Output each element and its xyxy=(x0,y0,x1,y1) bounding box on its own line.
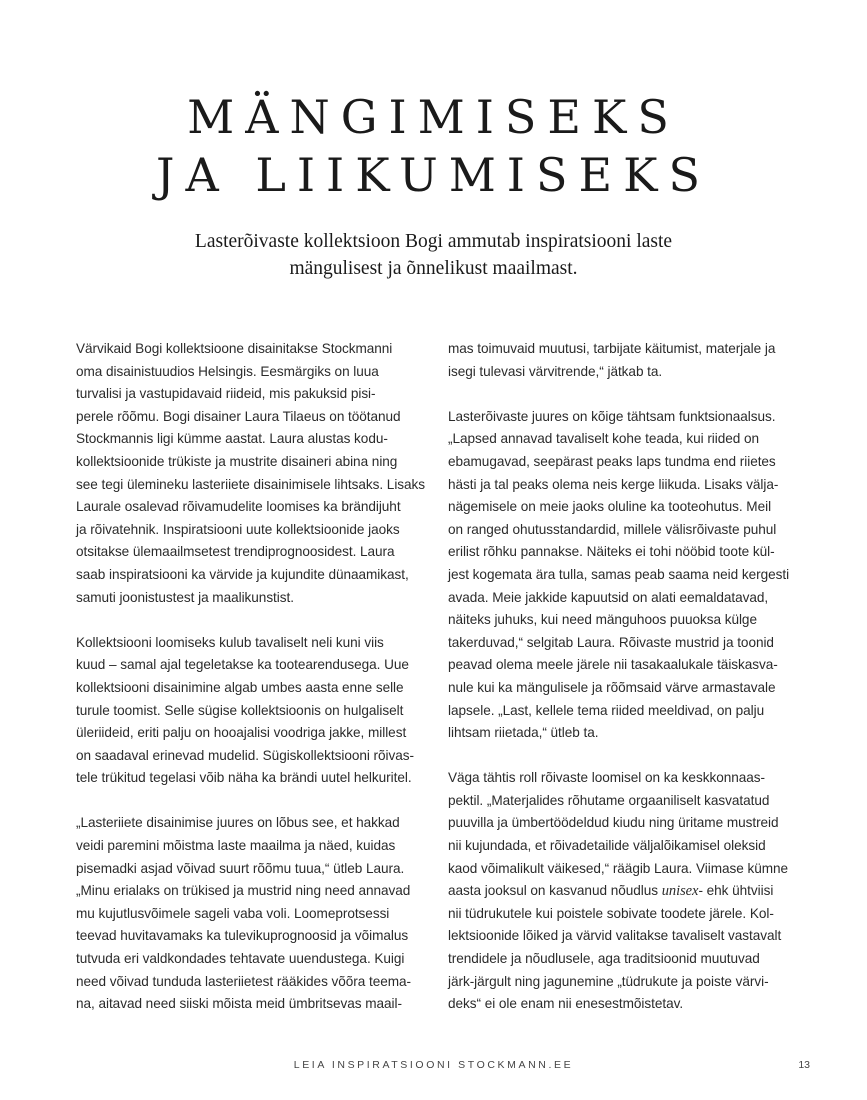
text-line: erilist rõhku pannakse. Näiteks ei tohi nööbid toote kül- xyxy=(448,544,775,560)
text-line: avada. Meie jakkide kapuutsid on alati eemaldatavad, xyxy=(448,589,769,605)
text-line: jest kogemata ära tulla, samas peab saama neid kergesti xyxy=(448,566,790,582)
italic-term: unisex xyxy=(661,883,699,900)
text-line: mu kujutlusvõimele sageli vaba voli. Loomeprotsessi xyxy=(76,905,390,921)
text-line: perele rõõmu. Bogi disainer Laura Tilaeus on töötanud xyxy=(76,408,401,424)
paragraph xyxy=(76,812,436,1015)
text-line: järk-järgult ning jagunemine „tüdrukute ja poiste värvi- xyxy=(448,973,769,989)
text-line: „Minu erialaks on trükised ja mustrid ning need annavad xyxy=(76,883,411,899)
left-column xyxy=(76,338,436,1038)
text-line: see tegi ülemineku lasteriiete disainimisele lihtsaks. Lisaks xyxy=(76,476,426,492)
text-line: tele trükitud tegelasi võib näha ka brändi uutel helkuritel. xyxy=(76,770,412,786)
text-line: pisemadki asjad võivad suurt rõõmu tuua,“ ütleb Laura. xyxy=(76,860,405,876)
text-line: trendidele ja nõudlusele, aga traditsioonid muutuvad xyxy=(448,951,760,967)
text-line: „Lasteriiete disainimise juures on lõbus see, et hakkad xyxy=(76,815,400,831)
text-line: turule toomist. Selle sügise kollektsioonis on hulgaliselt xyxy=(76,702,404,718)
title-line-2: JA LIIKUMISEKS xyxy=(156,148,711,202)
text-line: tutvuda eri valdkondades tehtavate uuendustega. Kuigi xyxy=(76,951,405,967)
text-line: peavad olema meele järele nii tasakaalukale täiskasva- xyxy=(448,657,778,673)
text-line: mas toimuvaid muutusi, tarbijate käitumist, materjale ja xyxy=(448,341,776,356)
text-line: üleriideid, eriti palju on hooajalisi voodriga jakke, millest xyxy=(76,725,407,741)
text-segment: - ehk ühtviisi xyxy=(698,883,774,899)
text-line: Laurale osalevad rõivamudelite loomises ka brändijuht xyxy=(76,499,401,515)
text-line: na, aitavad need siiski mõista meid ümbritsevas maail- xyxy=(76,996,402,1012)
text-line: Stockmannis ligi kümme aastat. Laura alustas kodu- xyxy=(76,431,388,447)
text-line: Lasterõivaste juures on kõige tähtsam funktsionaalsus. xyxy=(448,408,776,424)
text-line: need võivad tunduda lasteriietest rääkides võõra teema- xyxy=(76,973,412,989)
text-line xyxy=(448,880,808,903)
subtitle-line-1: Lasterõivaste kollektsioon Bogi ammutab inspiratsiooni laste xyxy=(194,231,673,252)
text-line: Värvikaid Bogi kollektsioone disainitakse Stockmanni xyxy=(76,341,393,356)
text-segment: aasta jooksul on kasvanud nõudlus xyxy=(448,883,662,899)
text-line: veidi paremini mõistma laste maailma ja näed, kuidas xyxy=(76,838,396,854)
right-column xyxy=(448,338,808,1038)
subtitle-line-2: mängulisest ja õnnelikust maailmast. xyxy=(289,258,578,279)
paragraph xyxy=(448,406,808,745)
article-subtitle xyxy=(120,228,747,282)
text-line: lektsioonide lõiked ja värvid valitakse tavaliselt vastavalt xyxy=(448,928,782,944)
text-line: Kollektsiooni loomiseks kulub tavaliselt neli kuni viis xyxy=(76,634,384,650)
text-line: takerduvad,“ selgitab Laura. Rõivaste mustrid ja toonid xyxy=(448,634,774,650)
text-line: saab inspiratsiooni ka värvide ja kujundite dünaamikast, xyxy=(76,566,409,582)
text-line: näiteks juhuks, kui need mänguhoos puuoksa külge xyxy=(448,612,757,628)
text-line: turvalisi ja vastupidavaid riideid, mis pakuksid pisi- xyxy=(76,386,376,402)
paragraph xyxy=(76,632,436,790)
text-line: pektil. „Materjalides rõhutame orgaaniliselt kasvatatud xyxy=(448,792,770,808)
title-line-1: MÄNGIMISEKS xyxy=(187,90,680,144)
paragraph-lines xyxy=(448,903,808,1016)
text-line: ebamugavad, seepärast peaks laps tundma end riietes xyxy=(448,453,776,469)
text-line: „Lapsed annavad tavaliselt kohe teada, kui riided on xyxy=(448,431,760,447)
page-number: 13 xyxy=(798,1059,810,1071)
text-line: hästi ja tal peaks olema neis kerge liikuda. Lisaks välja- xyxy=(448,476,779,492)
paragraph xyxy=(448,767,808,1016)
text-line: nii kujundada, et rõivadetailide väljalõikamisel oleksid xyxy=(448,838,766,854)
text-line: Väga tähtis roll rõivaste loomisel on ka keskkonnaas- xyxy=(448,770,765,786)
text-line: oma disainistuudios Helsingis. Eesmärgiks on luua xyxy=(76,363,379,379)
text-line: lapsele. „Last, kellele tema riided meeldivad, on palju xyxy=(448,702,765,718)
text-line: kollektsioonide trükiste ja mustrite disaineri abina ning xyxy=(76,453,398,469)
paragraph xyxy=(76,338,436,609)
paragraph xyxy=(448,338,808,383)
text-line: nii tüdrukutele kui poistele sobivate toodete järele. Kol- xyxy=(448,905,774,921)
text-line: kaod võimalikult väikesed,“ räägib Laura. Viimase kümne xyxy=(448,860,789,876)
text-line: on ranged ohutusstandardid, millele välisrõivaste puhul xyxy=(448,521,777,537)
text-line: deks“ ei ole enam nii enesestmõistetav. xyxy=(448,996,684,1012)
text-line: kollektsiooni disainimine algab umbes aasta enne selle xyxy=(76,679,404,695)
text-line: otsitakse ülemaailmsetest trendiprognoosidest. Laura xyxy=(76,544,395,560)
text-line: puuvilla ja ümbertöödeldud kiudu ning üritame mustreid xyxy=(448,815,779,831)
text-line: lihtsam riietada,“ ütleb ta. xyxy=(448,725,599,741)
text-line: teevad huvitavamaks ka tulevikuprognoosid ja võimalus xyxy=(76,928,409,944)
text-line: on saadaval erinevad mudelid. Sügiskollektsiooni rõivas- xyxy=(76,747,414,763)
text-line: ja rõivatehnik. Inspiratsiooni uute kollektsioonide jaoks xyxy=(76,521,400,537)
text-line: kuud – samal ajal tegeletakse ka tootearendusega. Uue xyxy=(76,657,409,673)
article-title xyxy=(0,88,867,204)
paragraph-lines xyxy=(448,767,808,880)
text-line: nägemisele on meie jaoks oluline ka tooteohutus. Meil xyxy=(448,499,772,515)
text-line: nule kui ka mängulisele ja rõõmsaid värve armastavale xyxy=(448,679,776,695)
text-line: isegi tulevasi värvitrende,“ jätkab ta. xyxy=(448,363,663,379)
text-line: samuti joonistustest ja maalikunstist. xyxy=(76,589,294,605)
footer-link-text: LEIA INSPIRATSIOONI STOCKMANN.EE xyxy=(293,1059,574,1071)
